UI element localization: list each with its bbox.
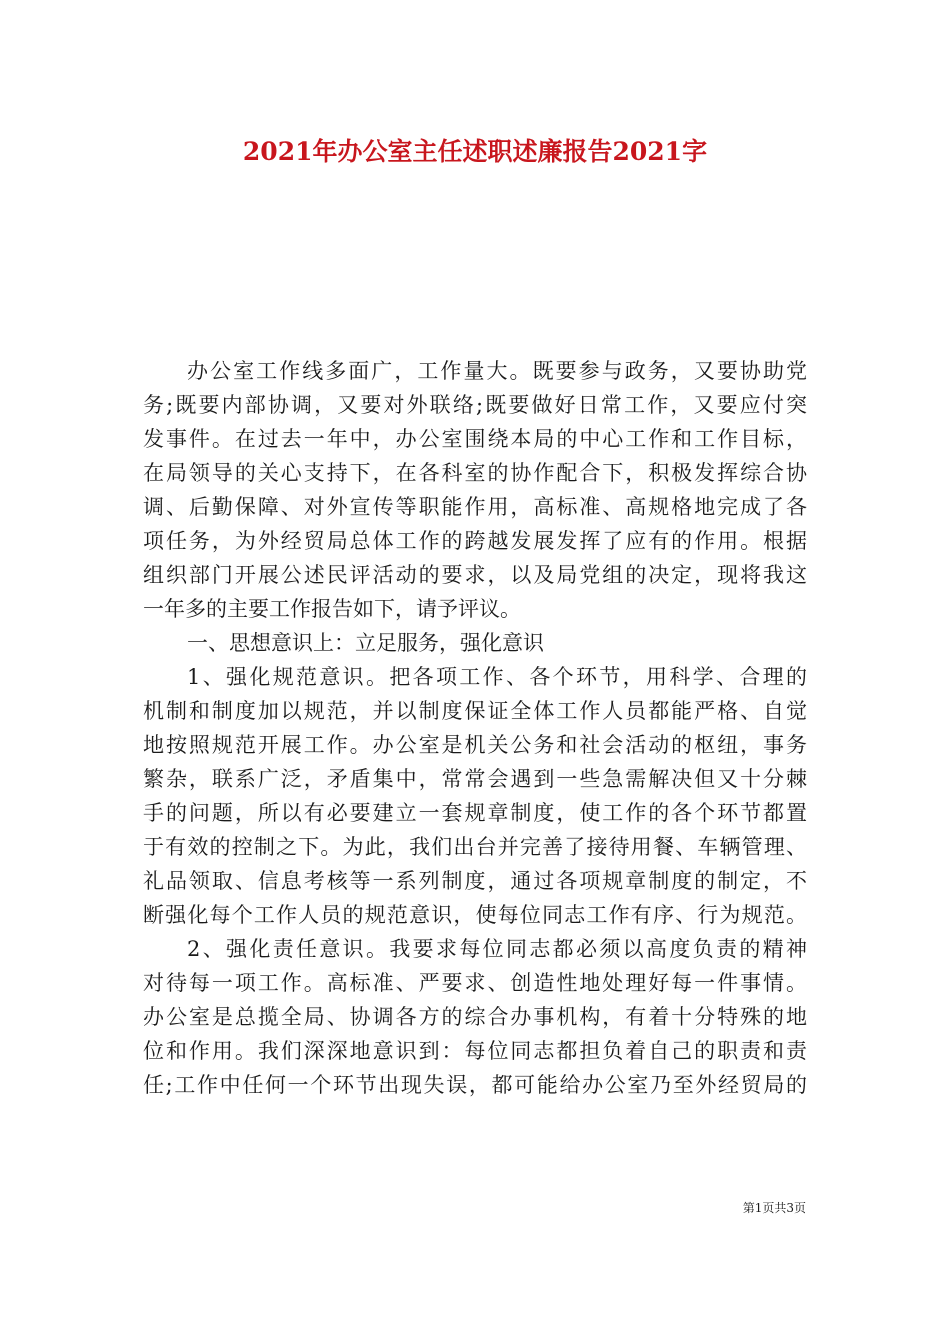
page-footer: 第1页共3页 [742,1201,806,1215]
body-line: 于有效的控制之下。为此，我们出台并完善了接待用餐、车辆管理、 [143,835,807,859]
body-line: 位和作用。我们深深地意识到：每位同志都担负着自己的职责和责 [143,1039,807,1063]
body-line: 断强化每个工作人员的规范意识，使每位同志工作有序、行为规范。 [143,903,807,927]
body-line: 机制和制度加以规范，并以制度保证全体工作人员都能严格、自觉 [143,699,807,723]
body-line: 调、后勤保障、对外宣传等职能作用，高标准、高规格地完成了各 [143,495,807,519]
body-line: 一年多的主要工作报告如下，请予评议。 [143,597,521,621]
body-line: 组织部门开展公述民评活动的要求，以及局党组的决定，现将我这 [143,563,807,587]
body-line: 礼品领取、信息考核等一系列制度，通过各项规章制度的制定，不 [143,869,807,893]
body-line: 1、强化规范意识。把各项工作、各个环节，用科学、合理的 [187,665,807,689]
body-line: 任;工作中任何一个环节出现失误，都可能给办公室乃至外经贸局的 [143,1073,807,1097]
document-body [143,354,807,1102]
body-line: 在局领导的关心支持下，在各科室的协作配合下，积极发挥综合协 [143,461,807,485]
body-line: 手的问题，所以有必要建立一套规章制度，使工作的各个环节都置 [143,801,807,825]
body-line: 地按照规范开展工作。办公室是机关公务和社会活动的枢纽，事务 [143,733,807,757]
body-line: 办公室工作线多面广，工作量大。既要参与政务，又要协助党 [187,359,807,383]
body-line: 发事件。在过去一年中，办公室围绕本局的中心工作和工作目标， [143,427,807,451]
document-title: 2021年办公室主任述职述廉报告2021字 [242,137,708,166]
body-line: 一、思想意识上：立足服务，强化意识 [187,631,544,655]
body-line: 繁杂，联系广泛，矛盾集中，常常会遇到一些急需解决但又十分棘 [143,767,807,791]
body-line: 对待每一项工作。高标准、严要求、创造性地处理好每一件事情。 [143,971,807,995]
body-line: 2、强化责任意识。我要求每位同志都必须以高度负责的精神 [187,937,807,961]
body-line: 办公室是总揽全局、协调各方的综合办事机构，有着十分特殊的地 [143,1005,807,1029]
body-line: 务;既要内部协调，又要对外联络;既要做好日常工作，又要应付突 [143,393,807,417]
body-line: 项任务，为外经贸局总体工作的跨越发展发挥了应有的作用。根据 [143,529,807,553]
